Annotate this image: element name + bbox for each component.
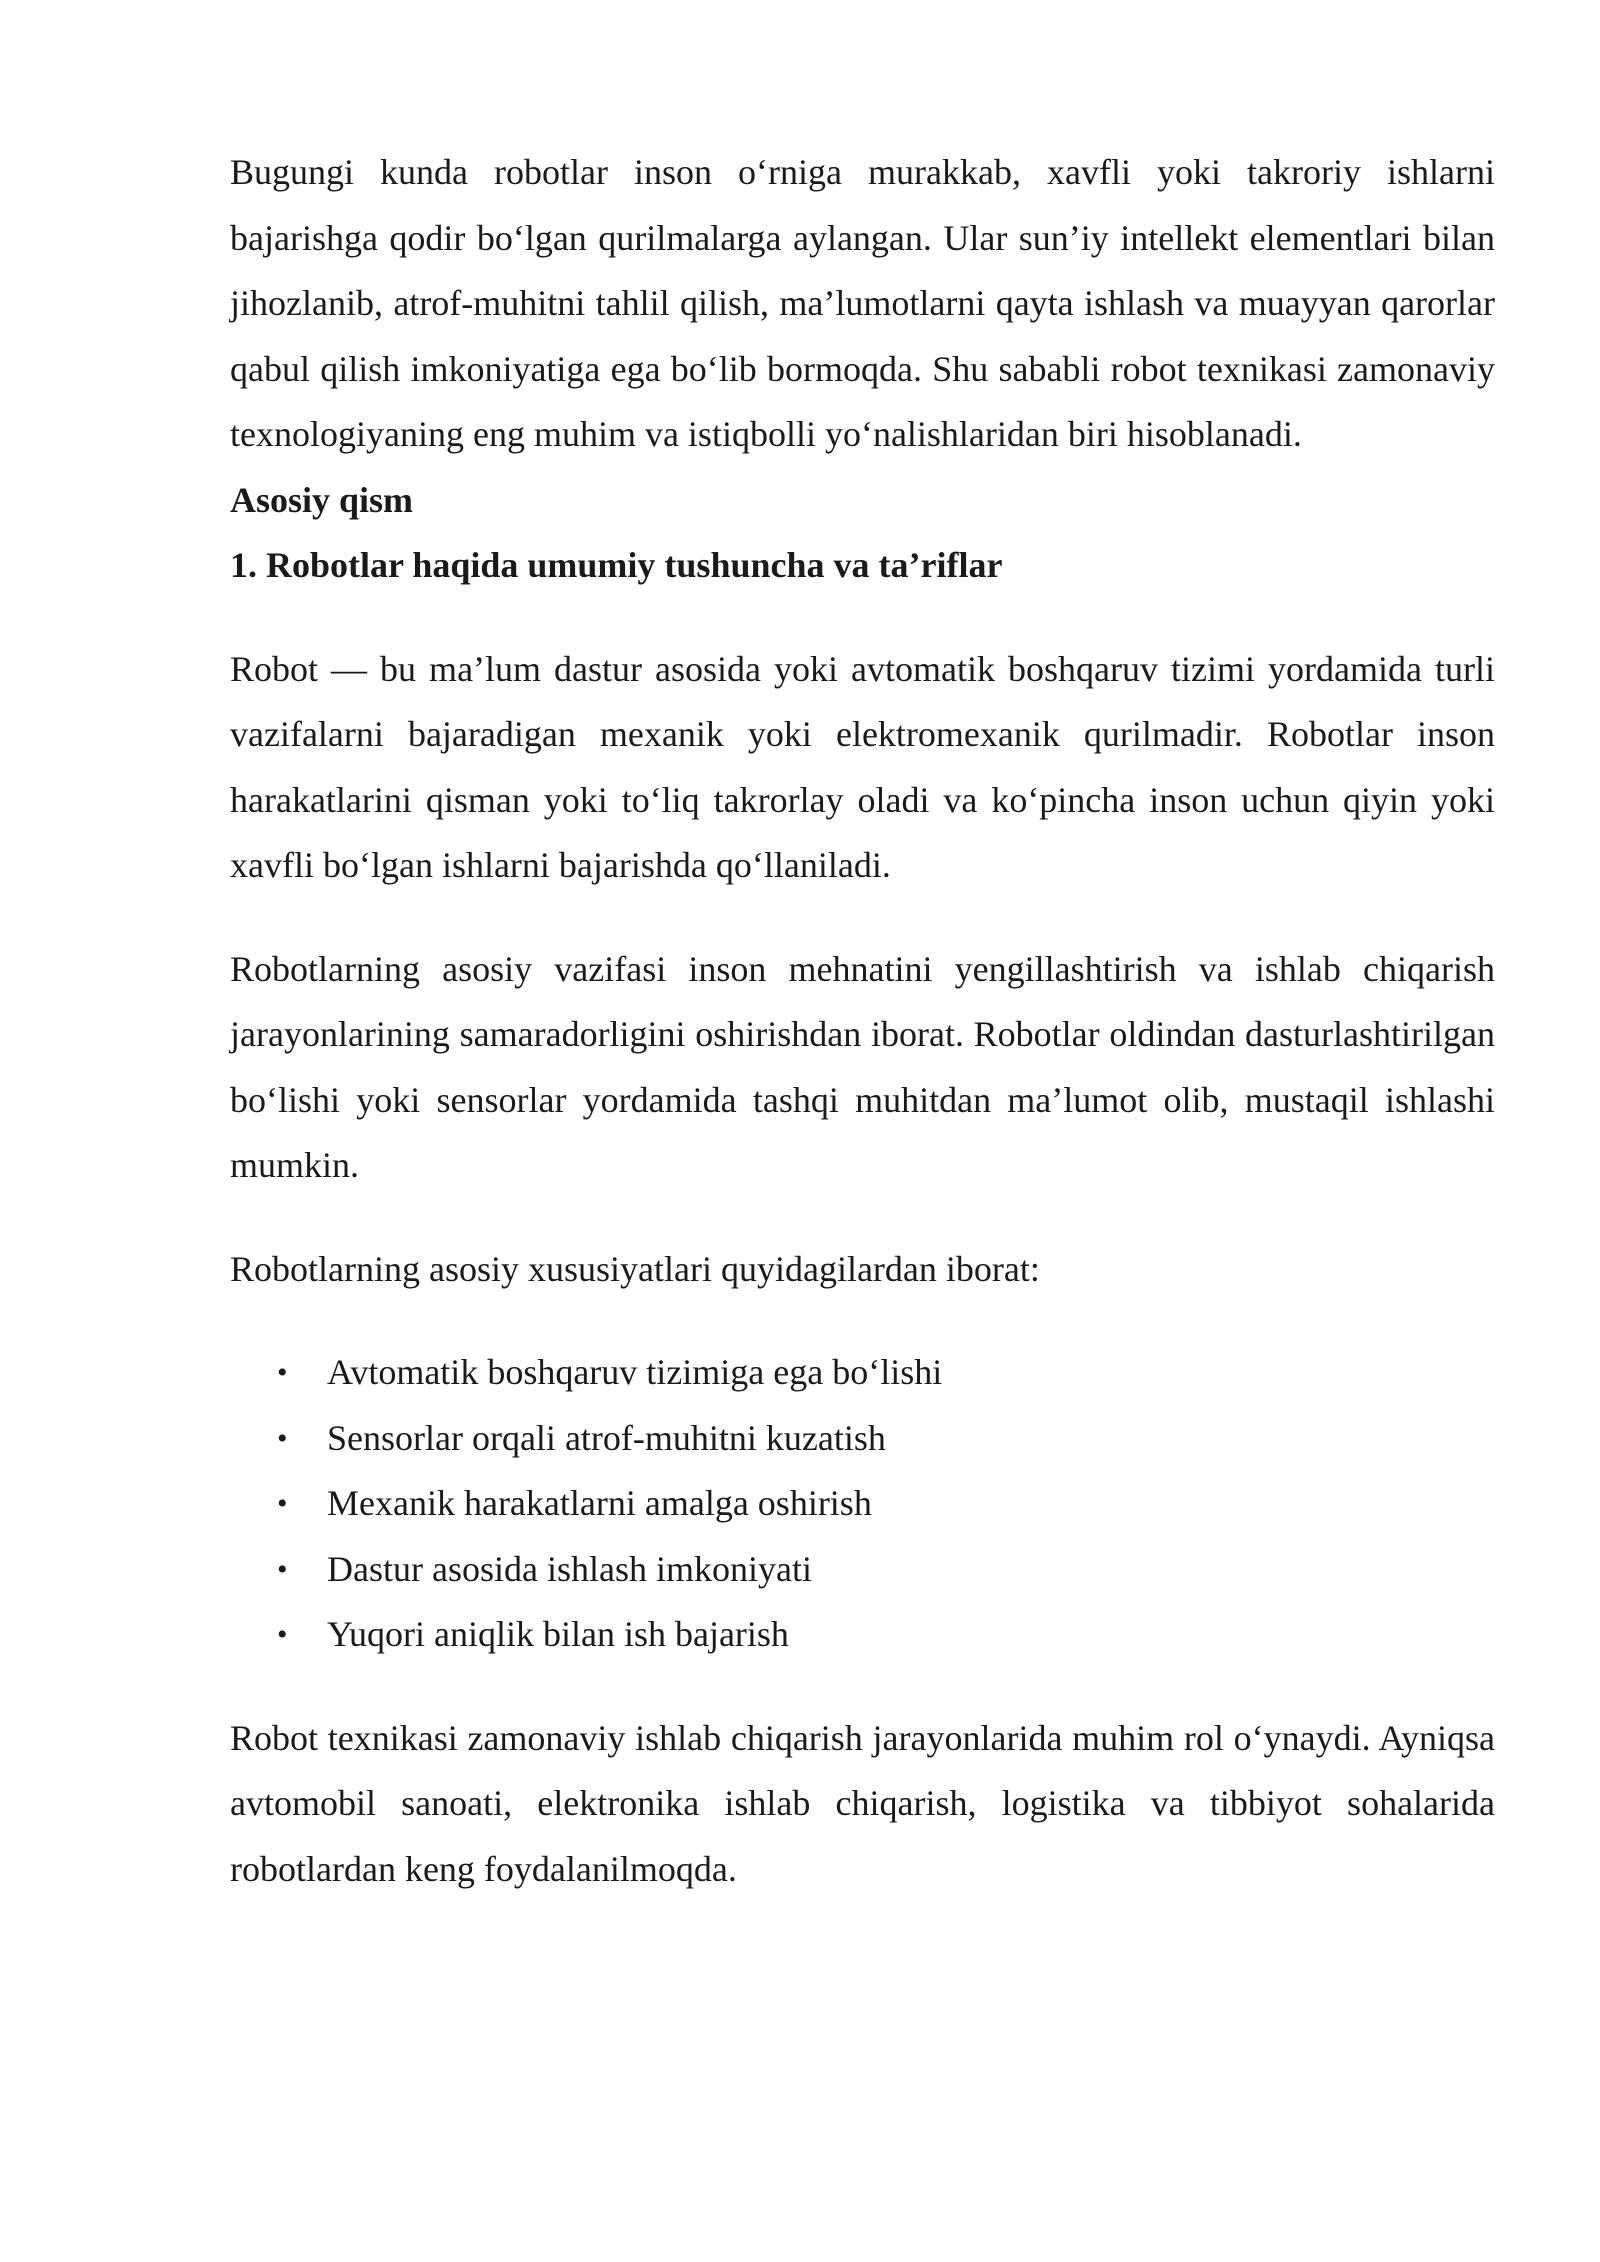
list-item-text: Mexanik harakatlarni amalga oshirish	[327, 1483, 872, 1523]
subsection-heading: 1. Robotlar haqida umumiy tushuncha va ta’riflar	[230, 545, 1003, 585]
bullet-icon: •	[277, 1618, 288, 1651]
features-intro-paragraph: Robotlarning asosiy xususiyatlari quyidagilardan iborat:	[230, 1248, 1040, 1289]
purpose-paragraph: Robotlarning asosiy vazifasi inson mehnatini yengillashtirish va ishlab chiqarish jarayonlarining samaradorligini oshirishdan iborat. Robotlar oldindan dasturlashtirilgan bo‘lishi yoki sensorlar yordamida tashqi muhitdan ma’lumot olib, mustaqil ishlashi mumkin.	[230, 948, 1495, 1185]
definition-paragraph: Robot — bu ma’lum dastur asosida yoki avtomatik boshqaruv tizimi yordamida turli vazifalarni bajaradigan mexanik yoki elektromexanik qurilmadir. Robotlar inson harakatlarini qisman yoki to‘liq takrorlay oladi va ko‘pincha inson uchun qiyin yoki xavfli bo‘lgan ishlarni bajarishda qo‘llaniladi.	[230, 648, 1495, 885]
intro-paragraph: Bugungi kunda robotlar inson o‘rniga murakkab, xavfli yoki takroriy ishlarni bajarishga qodir bo‘lgan qurilmalarga aylangan. Ular sun’iy intellekt elementlari bilan jihozlanib, atrof-muhitni tahlil qilish, ma’lumotlarni qayta ishlash va muayyan qarorlar qabul qilish imkoniyatiga ega bo‘lib bormoqda. Shu sababli robot texnikasi zamonaviy texnologiyaning eng muhim va istiqbolli yo‘nalishlaridan biri hisoblanadi.	[230, 152, 1495, 454]
list-item	[230, 1406, 1495, 1472]
list-item	[230, 1602, 1495, 1668]
bullet-icon: •	[277, 1552, 288, 1586]
bullet-icon: •	[277, 1421, 288, 1455]
bullet-icon: •	[277, 1487, 288, 1520]
document-page	[230, 140, 1495, 1902]
list-item-text: Avtomatik boshqaruv tizimiga ega bo‘lishi	[327, 1352, 943, 1392]
list-item	[230, 1471, 1495, 1537]
list-item-text: Dastur asosida ishlash imkoniyati	[327, 1548, 812, 1589]
industry-paragraph: Robot texnikasi zamonaviy ishlab chiqarish jarayonlarida muhim rol o‘ynaydi. Ayniqsa avtomobil sanoati, elektronika ishlab chiqarish, logistika va tibbiyot sohalarida robotlardan keng foydalanilmoqda.	[230, 1717, 1495, 1889]
list-item	[230, 1340, 1495, 1406]
features-list	[230, 1340, 1495, 1668]
list-item-text: Sensorlar orqali atrof-muhitni kuzatish	[327, 1417, 886, 1458]
list-item	[230, 1537, 1495, 1603]
list-item-text: Yuqori aniqlik bilan ish bajarish	[327, 1614, 789, 1654]
bullet-icon: •	[277, 1356, 288, 1389]
section-heading: Asosiy qism	[230, 479, 414, 520]
